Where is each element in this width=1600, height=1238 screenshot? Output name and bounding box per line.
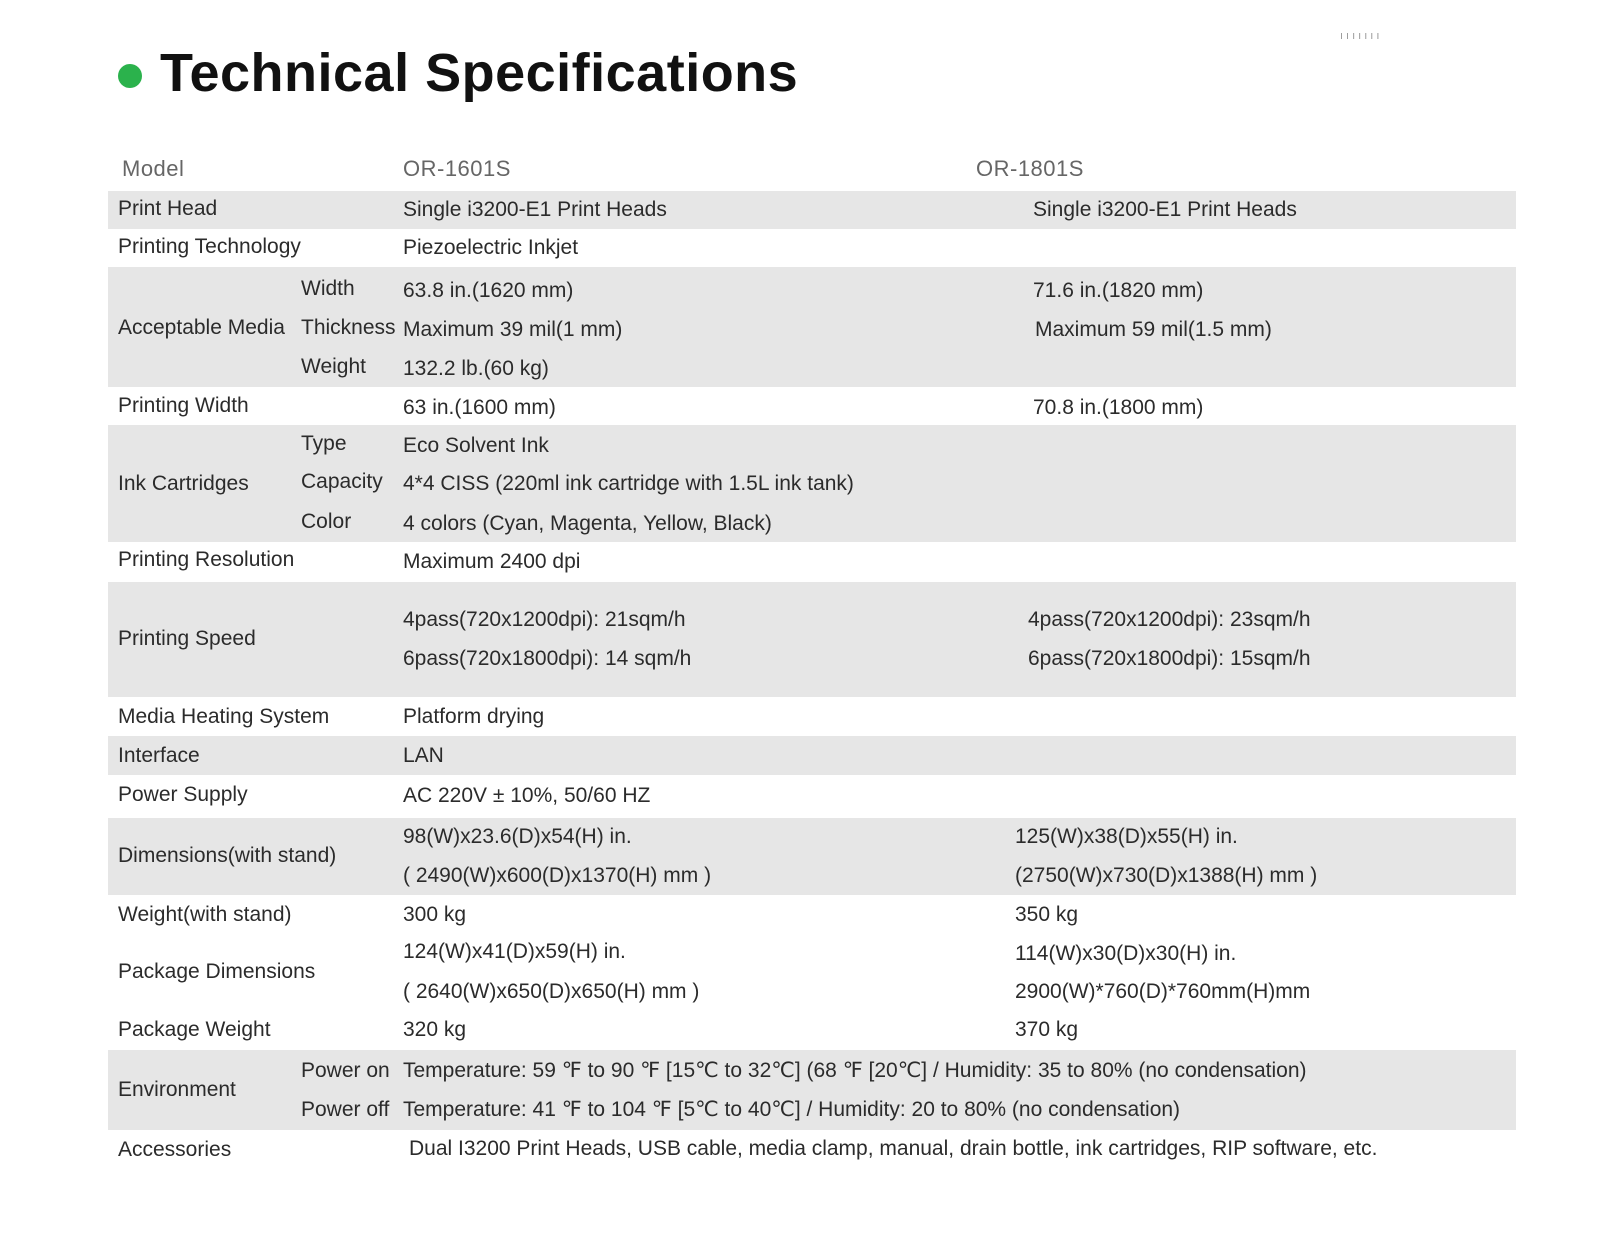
- value-model-a: Single i3200-E1 Print Heads: [403, 198, 667, 221]
- spec-table: [108, 191, 1516, 1168]
- spec-row-accessories: [108, 1130, 1516, 1168]
- spec-row-printing-resolution: [108, 542, 1516, 582]
- row-label: Ink Cartridges: [118, 472, 249, 495]
- value-model-b: Maximum 59 mil(1.5 mm): [1035, 318, 1272, 341]
- value-model-a: LAN: [403, 744, 444, 767]
- row-label: Environment: [118, 1078, 236, 1101]
- spec-row-interface: [108, 736, 1516, 775]
- value-model-a: 4*4 CISS (220ml ink cartridge with 1.5L ink tank): [403, 472, 854, 495]
- sub-label: Capacity: [301, 470, 383, 493]
- value-model-a: 4 colors (Cyan, Magenta, Yellow, Black): [403, 512, 772, 535]
- value-model-a-line: ( 2640(W)x650(D)x650(H) mm ): [403, 980, 700, 1003]
- value-model-b-line: 125(W)x38(D)x55(H) in.: [1015, 825, 1238, 848]
- spec-header-row: [108, 148, 1516, 186]
- sub-label: Type: [301, 432, 347, 455]
- page-title: Technical Specifications: [160, 43, 799, 103]
- header-model-a: OR-1601S: [403, 156, 511, 181]
- spec-row-ink-cartridges: [108, 425, 1516, 542]
- row-label: Dimensions(with stand): [118, 844, 337, 867]
- value-model-a-line: 6pass(720x1800dpi): 14 sqm/h: [403, 647, 692, 670]
- spec-row-print-head: [108, 191, 1516, 229]
- value-model-b: 71.6 in.(1820 mm): [1033, 279, 1204, 302]
- value-model-a: Piezoelectric Inkjet: [403, 236, 579, 259]
- row-label: Printing Resolution: [118, 548, 295, 571]
- value-model-a: 320 kg: [403, 1018, 467, 1041]
- value-model-a: Eco Solvent Ink: [403, 434, 549, 457]
- value-model-b: 70.8 in.(1800 mm): [1033, 396, 1204, 419]
- value-model-a: Temperature: 59 ℉ to 90 ℉ [15℃ to 32℃] (68 ℉ [20℃] / Humidity: 35 to 80% (no condensation): [403, 1059, 1307, 1082]
- spec-row-package-dimensions: [108, 933, 1516, 1010]
- value-model-a-line: 124(W)x41(D)x59(H) in.: [403, 940, 626, 963]
- corner-dots: ııııııı: [1340, 30, 1383, 42]
- spec-row-dimensions: [108, 818, 1516, 895]
- value-model-a: Maximum 39 mil(1 mm): [403, 318, 623, 341]
- sub-label: Power on: [301, 1059, 390, 1082]
- row-label: Acceptable Media: [118, 316, 285, 339]
- value-model-a: 63 in.(1600 mm): [403, 396, 556, 419]
- sub-label: Power off: [301, 1098, 390, 1121]
- value-model-b: 370 kg: [1015, 1018, 1079, 1041]
- value-model-a-line: 4pass(720x1200dpi): 21sqm/h: [403, 608, 686, 631]
- spec-row-package-weight: [108, 1010, 1516, 1050]
- sub-label: Color: [301, 510, 352, 533]
- row-label: Interface: [118, 744, 200, 767]
- value-model-b-line: 114(W)x30(D)x30(H) in.: [1015, 942, 1237, 965]
- spec-row-printing-speed: [108, 582, 1516, 697]
- spec-row-printing-technology: [108, 229, 1516, 267]
- sub-label: Thickness: [301, 316, 396, 339]
- row-label: Print Head: [118, 197, 218, 220]
- value-model-b: 350 kg: [1015, 903, 1079, 926]
- bullet-dot: [118, 64, 142, 88]
- row-label: Package Dimensions: [118, 960, 316, 983]
- spec-row-environment: [108, 1050, 1516, 1130]
- value-model-b: Single i3200-E1 Print Heads: [1033, 198, 1297, 221]
- title-block: [118, 40, 798, 106]
- row-label: Accessories: [118, 1138, 232, 1161]
- spec-row-media-heating-system: [108, 697, 1516, 736]
- header-model-b: OR-1801S: [976, 156, 1084, 181]
- sub-label: Width: [301, 277, 355, 300]
- value-model-a-line: 98(W)x23.6(D)x54(H) in.: [403, 825, 632, 848]
- value-model-a: Platform drying: [403, 705, 545, 728]
- value-model-a: 63.8 in.(1620 mm): [403, 279, 574, 302]
- row-label: Package Weight: [118, 1018, 271, 1041]
- value-model-a: AC 220V ± 10%, 50/60 HZ: [403, 784, 651, 807]
- value-model-b-line: (2750(W)x730(D)x1388(H) mm ): [1015, 864, 1318, 887]
- value-model-a: 132.2 lb.(60 kg): [403, 357, 549, 380]
- row-label: Media Heating System: [118, 705, 330, 728]
- value-model-a-line: ( 2490(W)x600(D)x1370(H) mm ): [403, 864, 712, 887]
- value-model-b-line: 6pass(720x1800dpi): 15sqm/h: [1028, 647, 1311, 670]
- sub-label: Weight: [301, 355, 366, 378]
- spec-row-acceptable-media: [108, 267, 1516, 387]
- value-model-a: Dual I3200 Print Heads, USB cable, media clamp, manual, drain bottle, ink cartridges, RIP software, etc.: [409, 1137, 1378, 1160]
- row-label: Weight(with stand): [118, 903, 292, 926]
- value-model-a: Maximum 2400 dpi: [403, 550, 581, 573]
- value-model-a: 300 kg: [403, 903, 467, 926]
- spec-row-power-supply: [108, 775, 1516, 818]
- value-model-a: Temperature: 41 ℉ to 104 ℉ [5℃ to 40℃] / Humidity: 20 to 80% (no condensation): [403, 1098, 1181, 1121]
- row-label: Printing Speed: [118, 627, 256, 650]
- row-label: Printing Width: [118, 394, 249, 417]
- header-label: Model: [122, 156, 185, 181]
- row-label: Power Supply: [118, 783, 248, 806]
- row-label: Printing Technology: [118, 235, 301, 258]
- value-model-b-line: 4pass(720x1200dpi): 23sqm/h: [1028, 608, 1311, 631]
- value-model-b-line: 2900(W)*760(D)*760mm(H)mm: [1015, 980, 1311, 1003]
- spec-row-printing-width: [108, 387, 1516, 425]
- spec-row-weight: [108, 895, 1516, 933]
